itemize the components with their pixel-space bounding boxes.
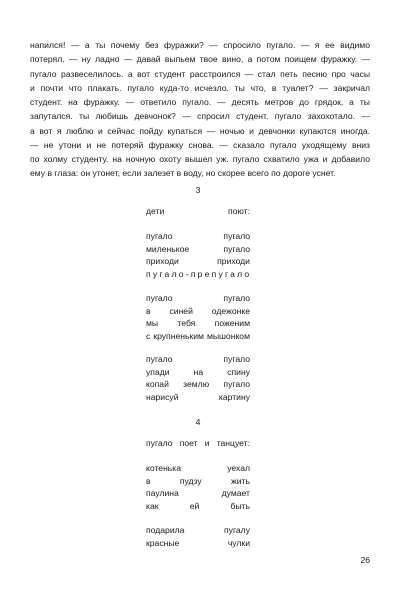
verse-line: дети поют: (146, 206, 250, 216)
verse-line: паулина думает (146, 488, 250, 498)
verse-line: котенька уехал (146, 463, 250, 473)
prose-line: ему в глаза: он утонет, если залезет в воду, но скорее всего по дороге уснет. (30, 168, 336, 179)
prose-line: напился! — а ты почему без фуражки? — спросило пугало. — я ее видимо (30, 40, 370, 50)
prose-line: — не утони и не потеряй фуражку снова. — сказало пугало уходящему вниз (30, 139, 370, 150)
verse-line: миленькое пугало (146, 243, 250, 254)
prose-line: потерял. — ну ладно — давай выпьем твое вино, а потом поищем фуражку. — (30, 54, 370, 65)
verse-line: приходи приходи (146, 256, 250, 266)
verse-stanza (146, 353, 250, 403)
prose-line: пугало развеселилось. а вот студент расстроился — стал петь песню про часы (30, 68, 370, 79)
verse-line: в пудзу жить (146, 475, 250, 486)
verse-line: пугало пугало (146, 293, 250, 303)
verse-line: пугало пугало (146, 354, 250, 364)
verse-stanza (146, 292, 250, 342)
verse-line: в синей одежонке (146, 305, 250, 316)
verse-line: копай землю пугало (146, 379, 250, 389)
verse-line: с крупненьким мышонком (146, 330, 250, 341)
section-number: 3 (195, 185, 201, 195)
verse-line: упади на спину (146, 366, 250, 377)
prose-paragraph (30, 38, 370, 181)
prose-line: запутался. ты любишь девчонок? — спросил студент. пугало захохотало. — (30, 111, 370, 122)
verse-line: пугало пугало (146, 231, 250, 241)
verse-stanza (146, 205, 250, 218)
verse-stanza (146, 437, 250, 450)
verse-line: нарисуй картину (146, 391, 250, 402)
verse-line: красные чулки (146, 537, 250, 548)
page-number: 26 (360, 555, 370, 565)
verse-line: как ей быть (146, 500, 250, 511)
verse-stanza (146, 462, 250, 512)
section-number: 4 (195, 417, 201, 427)
verse-line: пугало поет и танцует: (146, 438, 250, 448)
verse-line: подарила пугалу (146, 525, 250, 535)
verse-stanza (146, 524, 250, 549)
prose-line: студент. на фуражку. — ответило пугало. — десять метров до грядок, а ты (30, 97, 370, 107)
prose-line: по холму студенту. на ночную охоту вышел уж. пугало схватило ужа и добавило (30, 154, 370, 164)
prose-line: а вот я люблю и сейчас пойду купаться — ночью и девчонки купаются иногда. (30, 125, 370, 136)
prose-line: и почти что плакать. пугало куда-то исчезло. ты что, в туалет? — закричал (30, 82, 370, 93)
verse-stanza (146, 230, 250, 280)
verse-line: пугало-препугало (146, 268, 252, 279)
verse-line: мы тебя поженим (146, 318, 250, 328)
